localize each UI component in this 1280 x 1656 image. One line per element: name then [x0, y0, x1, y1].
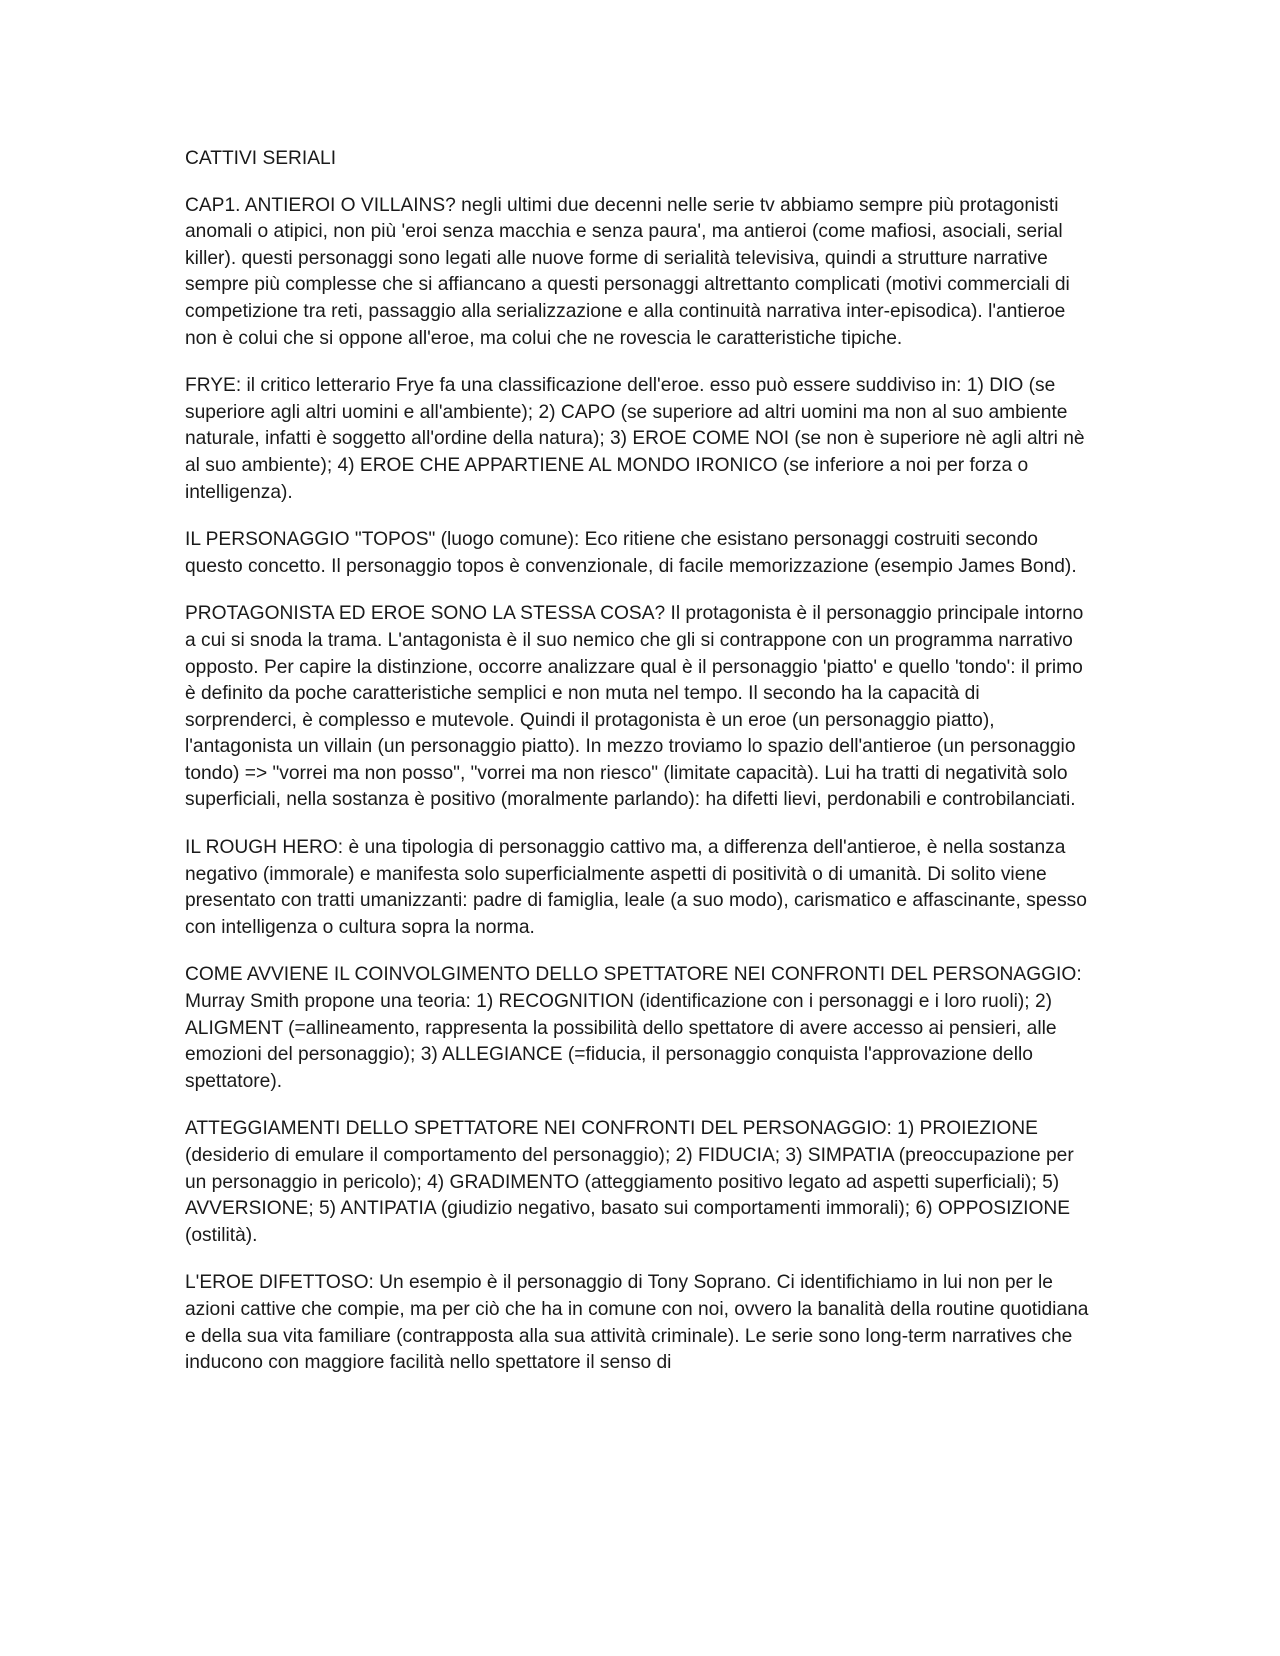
document-title: CATTIVI SERIALI: [185, 148, 337, 169]
document-page: [185, 146, 1090, 1398]
paragraph-frye: FRYE: il critico letterario Frye fa una classificazione dell'eroe. esso può essere suddiviso in: 1) DIO (se superiore agli altri uomini e all'ambiente); 2) CAPO (se superiore ad altri uomini ma non al suo ambiente naturale, infatti è soggetto all'ordine della natura); 3) EROE COME NOI (se non è superiore nè agli altri nè al suo ambiente); 4) EROE CHE APPARTIENE AL MONDO IRONICO (se inferiore a noi per forza o intelligenza).: [185, 375, 1085, 503]
paragraph-eroe-difettoso: L'EROE DIFETTOSO: Un esempio è il personaggio di Tony Soprano. Ci identifichiamo in lui non per le azioni cattive che compie, ma per ciò che ha in comune con noi, ovvero la banalità della routine quotidiana e della sua vita familiare (contrapposta alla sua attività criminale). Le serie sono long-term narratives che inducono con maggiore facilità nello spettatore il senso di: [185, 1272, 1089, 1374]
paragraph-coinvolgimento-spettatore: COME AVVIENE IL COINVOLGIMENTO DELLO SPETTATORE NEI CONFRONTI DEL PERSONAGGIO: Murray Smith propone una teoria: 1) RECOGNITION (identificazione con i personaggi e i loro ruoli); 2) ALIGMENT (=allineamento, rappresenta la possibilità dello spettatore di avere accesso ai pensieri, alle emozioni del personaggio); 3) ALLEGIANCE (=fiducia, il personaggio conquista l'approvazione dello spettatore).: [185, 964, 1082, 1092]
paragraph-rough-hero: IL ROUGH HERO: è una tipologia di personaggio cattivo ma, a differenza dell'antieroe, è nella sostanza negativo (immorale) e manifesta solo superficialmente aspetti di positività o di umanità. Di solito viene presentato con tratti umanizzanti: padre di famiglia, leale (a suo modo), carismatico e affascinante, spesso con intelligenza o cultura sopra la norma.: [185, 837, 1087, 938]
paragraph-protagonista-ed-eroe: PROTAGONISTA ED EROE SONO LA STESSA COSA? Il protagonista è il personaggio principale intorno a cui si snoda la trama. L'antagonista è il suo nemico che gli si contrappone con un programma narrativo opposto. Per capire la distinzione, occorre analizzare qual è il personaggio 'piatto' e quello 'tondo': il primo è definito da poche caratteristiche semplici e non muta nel tempo. Il secondo ha la capacità di sorprenderci, è complesso e mutevole. Quindi il protagonista è un eroe (un personaggio piatto), l'antagonista un villain (un personaggio piatto). In mezzo troviamo lo spazio dell'antieroe (un personaggio tondo) => "vorrei ma non posso", "vorrei ma non riesco" (limitate capacità). Lui ha tratti di negatività solo superficiali, nella sostanza è positivo (moralmente parlando): ha difetti lievi, perdonabili e controbilanciati.: [185, 603, 1084, 811]
paragraph-personaggio-topos: IL PERSONAGGIO "TOPOS" (luogo comune): Eco ritiene che esistano personaggi costruiti secondo questo concetto. Il personaggio topos è convenzionale, di facile memorizzazione (esempio James Bond).: [185, 529, 1077, 577]
paragraph-atteggiamenti-spettatore: ATTEGGIAMENTI DELLO SPETTATORE NEI CONFRONTI DEL PERSONAGGIO: 1) PROIEZIONE (desiderio di emulare il comportamento del personaggio); 2) FIDUCIA; 3) SIMPATIA (preoccupazione per un personaggio in pericolo); 4) GRADIMENTO (atteggiamento positivo legato ad aspetti superficiali); 5) AVVERSIONE; 5) ANTIPATIA (giudizio negativo, basato sui comportamenti immorali); 6) OPPOSIZIONE (ostilità).: [185, 1118, 1074, 1246]
paragraph-antieroi-o-villains: CAP1. ANTIEROI O VILLAINS? negli ultimi due decenni nelle serie tv abbiamo sempre più protagonisti anomali o atipici, non più 'eroi senza macchia e senza paura', ma antieroi (come mafiosi, asociali, serial killer). questi personaggi sono legati alle nuove forme di serialità televisiva, quindi a strutture narrative sempre più complesse che si affiancano a questi personaggi altrettanto complicati (motivi commerciali di competizione tra reti, passaggio alla serializzazione e alla continuità narrativa inter-episodica). l'antieroe non è colui che si oppone all'eroe, ma colui che ne rovescia le caratteristiche tipiche.: [185, 194, 1070, 349]
